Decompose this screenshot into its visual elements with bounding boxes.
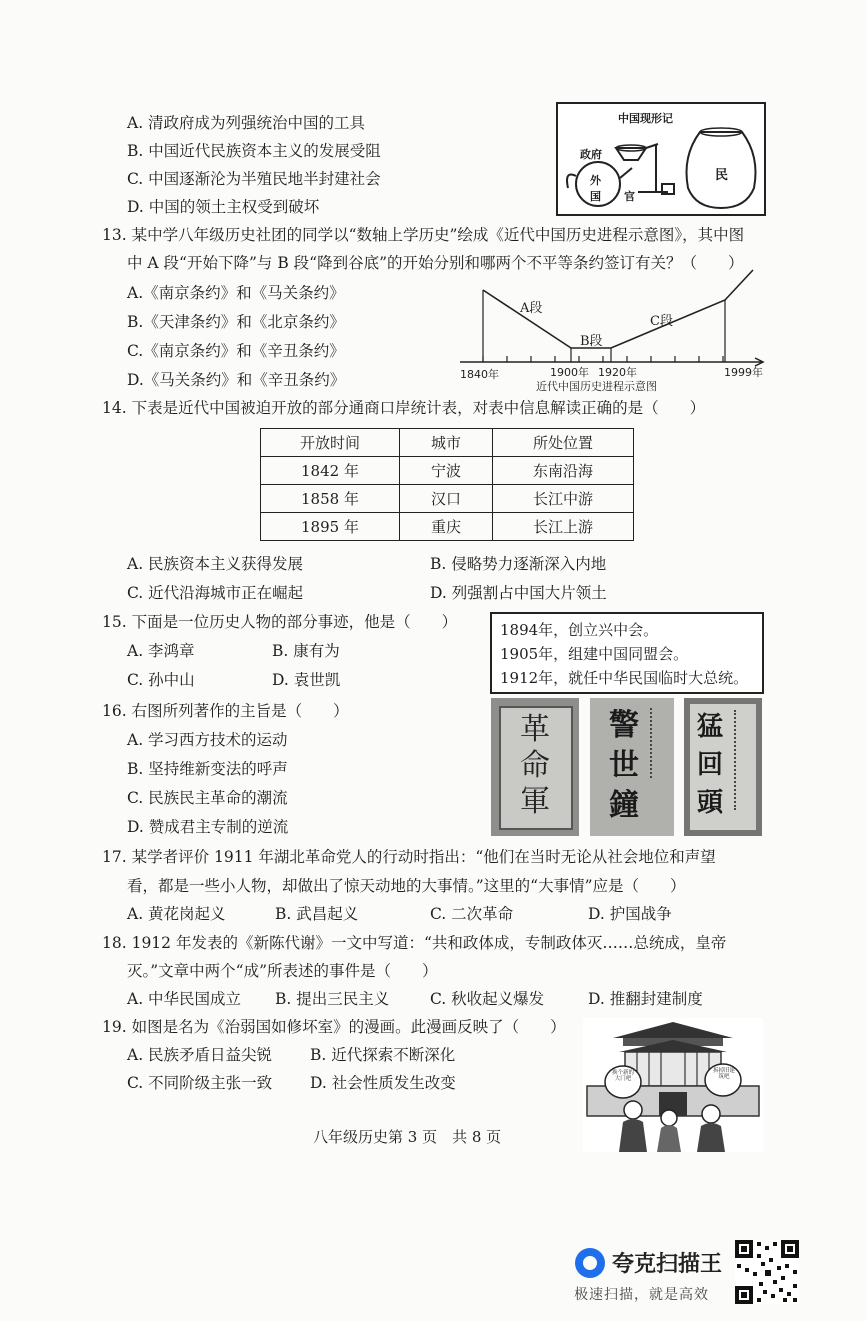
q18-option-a: A. 中华民国成立 <box>127 990 242 1008</box>
q17-option-b: B. 武昌起义 <box>275 905 359 923</box>
qr-code-icon <box>735 1240 799 1304</box>
book-title: 革命軍 <box>520 712 550 819</box>
cartoon-people: 民 <box>715 168 729 183</box>
q14-option-b: B. 侵略势力逐渐深入内地 <box>430 555 607 573</box>
q17-stem-1: 17. 某学者评价 1911 年湖北革命党人的行动时指出：“他们在当时无论从社会地位和声望 <box>102 848 716 866</box>
q17-stem-2: 看，都是一些小人物，却做出了惊天动地的大事情。”这里的“大事情”应是（ ） <box>127 877 686 895</box>
diagram-year-1920: 1920年 <box>598 366 637 379</box>
q13-option-d: D.《马关条约》和《辛丑条约》 <box>127 371 346 389</box>
table-cell: 东南沿海 <box>493 457 634 485</box>
diagram-year-1999: 1999年 <box>724 366 763 379</box>
diagram-caption: 近代中国历史进程示意图 <box>536 380 657 393</box>
book-cover-jingshizhong <box>590 698 674 836</box>
book-cover-gemingjun <box>491 698 579 836</box>
cartoon-gov: 政府 <box>580 148 602 161</box>
cartoon-official: 官 <box>624 190 635 203</box>
q19-cartoon <box>583 1018 763 1152</box>
q13-option-a: A.《南京条约》和《马关条约》 <box>127 284 345 302</box>
q16-option-c: C. 民族民主革命的潮流 <box>127 789 288 807</box>
q19-option-a: A. 民族矛盾日益尖锐 <box>127 1046 273 1064</box>
q17-option-a: A. 黄花岗起义 <box>127 905 226 923</box>
table-cell: 宁波 <box>400 457 493 485</box>
watermark-brand: 夸克扫描王 <box>612 1252 723 1277</box>
page-footer: 八年级历史第 3 页 共 8 页 <box>313 1128 502 1146</box>
q13-stem-1: 13. 某中学八年级历史社团的同学以“数轴上学历史”绘成《近代中国历史进程示意图》，其中图 <box>102 226 745 244</box>
book-title: 猛回頭 <box>696 712 723 818</box>
q15-option-a: A. 李鸿章 <box>127 642 195 660</box>
table-cell: 长江中游 <box>493 485 634 513</box>
q19-option-d: D. 社会性质发生改变 <box>310 1074 456 1092</box>
q15-option-d: D. 袁世凯 <box>272 671 341 689</box>
cartoon-title: 中国现形记 <box>618 112 673 125</box>
cartoon-bubble-new-gate: 换个新的大门吧 <box>612 1070 635 1082</box>
q15-option-c: C. 孙中山 <box>127 671 195 689</box>
table-cell: 长江上游 <box>493 513 634 541</box>
table-header-row <box>261 429 634 457</box>
book-title: 警世鐘 <box>609 708 639 823</box>
diagram-year-1900: 1900年 <box>550 366 589 379</box>
q15-stem: 15. 下面是一位历史人物的部分事迹，他是（ ） <box>102 613 458 631</box>
q17-option-c: C. 二次革命 <box>430 905 514 923</box>
q14-stem: 14. 下表是近代中国被迫开放的部分通商口岸统计表，对表中信息解读正确的是（ ） <box>102 399 706 417</box>
q12-option-a: A. 清政府成为列强统治中国的工具 <box>127 114 366 132</box>
quark-logo-icon <box>575 1248 605 1278</box>
q18-stem-1: 18. 1912 年发表的《新陈代谢》一文中写道：“共和政体成，专制政体灭……总统成，皇帝 <box>102 934 727 952</box>
table-row <box>261 485 634 513</box>
table-cell: 重庆 <box>400 513 493 541</box>
q17-option-d: D. 护国战争 <box>588 905 672 923</box>
cartoon-drawing <box>583 1018 763 1152</box>
q18-option-c: C. 秋收起义爆发 <box>430 990 545 1008</box>
table-cell: 1895 年 <box>261 513 400 541</box>
diagram-label-a: A段 <box>520 301 543 316</box>
q12-option-d: D. 中国的领土主权受到破坏 <box>127 198 320 216</box>
q15-option-b: B. 康有为 <box>272 642 340 660</box>
book-cover-menghuitou <box>684 698 762 836</box>
qr-code <box>735 1240 799 1304</box>
diagram-label-c: C段 <box>650 314 673 329</box>
q16-option-a: A. 学习西方技术的运动 <box>127 731 288 749</box>
q13-stem-2: 中 A 段“开始下降”与 B 段“降到谷底”的开始分别和哪两个不平等条约签订有关？（ ） <box>127 254 744 272</box>
cartoon-foreign2: 国 <box>590 190 601 203</box>
q18-option-b: B. 提出三民主义 <box>275 990 390 1008</box>
cartoon-foreign1: 外 <box>590 174 601 187</box>
q19-option-b: B. 近代探索不断深化 <box>310 1046 456 1064</box>
table-cell: 1842 年 <box>261 457 400 485</box>
table-row <box>261 457 634 485</box>
table-row <box>261 513 634 541</box>
q13-option-b: B.《天津条约》和《北京条约》 <box>127 313 345 331</box>
q12-option-b: B. 中国近代民族资本主义的发展受阻 <box>127 142 381 160</box>
fact-1905: 1905年，组建中国同盟会。 <box>500 645 689 663</box>
q14-option-d: D. 列强割占中国大片领土 <box>430 584 607 602</box>
fact-1894: 1894年，创立兴中会。 <box>500 621 659 639</box>
q16-option-d: D. 赞成君主专制的逆流 <box>127 818 289 836</box>
q19-option-c: C. 不同阶级主张一致 <box>127 1074 273 1092</box>
q18-stem-2: 灭。”文章中两个“成”所表述的事件是（ ） <box>127 962 438 980</box>
q15-facts-box <box>490 612 764 694</box>
table-header: 城市 <box>400 429 493 457</box>
table-header: 开放时间 <box>261 429 400 457</box>
q16-option-b: B. 坚持维新变法的呼声 <box>127 760 288 778</box>
table-cell: 1858 年 <box>261 485 400 513</box>
q19-stem: 19. 如图是名为《治弱国如修坏室》的漫画。此漫画反映了（ ） <box>102 1018 566 1036</box>
q12-cartoon <box>556 102 766 216</box>
q16-stem: 16. 右图所列著作的主旨是（ ） <box>102 702 349 720</box>
diagram-label-b: B段 <box>580 334 603 349</box>
fact-1912: 1912年，就任中华民国临时大总统。 <box>500 669 749 687</box>
q18-option-d: D. 推翻封建制度 <box>588 990 703 1008</box>
table-cell: 汉口 <box>400 485 493 513</box>
q13-history-diagram <box>455 268 765 368</box>
diagram-year-1840: 1840年 <box>460 368 499 381</box>
q14-port-table <box>260 428 634 541</box>
watermark-slogan: 极速扫描，就是高效 <box>574 1287 709 1303</box>
cartoon-bubble-demolish: 拆掉旧建筑吧 <box>713 1068 736 1080</box>
q14-option-a: A. 民族资本主义获得发展 <box>127 555 304 573</box>
q13-option-c: C.《南京条约》和《辛丑条约》 <box>127 342 345 360</box>
q12-option-c: C. 中国逐渐沦为半殖民地半封建社会 <box>127 170 381 188</box>
table-header: 所处位置 <box>493 429 634 457</box>
q14-option-c: C. 近代沿海城市正在崛起 <box>127 584 304 602</box>
